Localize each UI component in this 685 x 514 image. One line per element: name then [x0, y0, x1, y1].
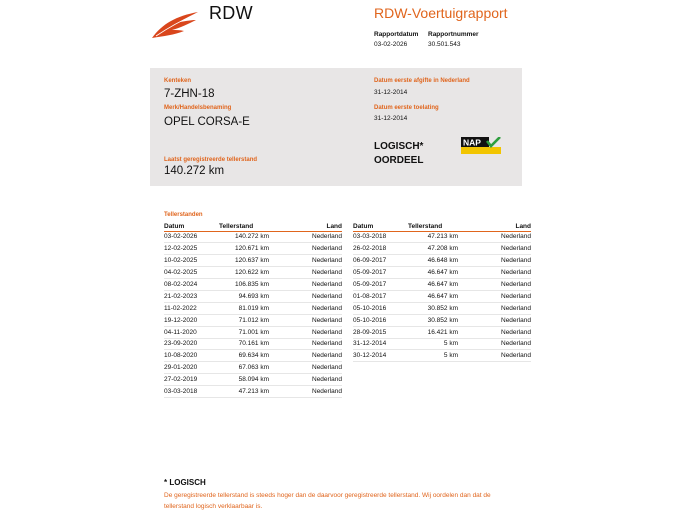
- cell-land: Nederland: [478, 231, 531, 243]
- cell-date: 23-09-2020: [164, 338, 219, 350]
- cell-km: 120.622 km: [219, 267, 289, 279]
- table-row: [353, 326, 531, 338]
- first-issue-value: 31-12-2014: [374, 89, 408, 96]
- table-row: [164, 302, 342, 314]
- odometer-table-right: [353, 222, 531, 362]
- cell-date: 01-08-2017: [353, 290, 408, 302]
- header-km: Tellerstand: [219, 222, 289, 231]
- cell-date: 04-11-2020: [164, 326, 219, 338]
- cell-land: Nederland: [478, 243, 531, 255]
- table-row: [164, 338, 342, 350]
- cell-date: 04-02-2025: [164, 267, 219, 279]
- verdict-line1: LOGISCH*: [374, 141, 424, 152]
- cell-land: Nederland: [289, 338, 342, 350]
- cell-km: 47.208 km: [408, 243, 478, 255]
- cell-land: Nederland: [478, 255, 531, 267]
- cell-land: Nederland: [478, 350, 531, 362]
- table-row: [164, 314, 342, 326]
- table-row: [353, 279, 531, 291]
- cell-km: 16.421 km: [408, 326, 478, 338]
- make-value: OPEL CORSA-E: [164, 116, 250, 128]
- cell-land: Nederland: [289, 231, 342, 243]
- cell-land: Nederland: [289, 255, 342, 267]
- cell-date: 08-02-2024: [164, 279, 219, 291]
- cell-land: Nederland: [478, 302, 531, 314]
- cell-land: Nederland: [289, 386, 342, 398]
- cell-land: Nederland: [478, 279, 531, 291]
- odometer-section-title: Tellerstanden: [164, 212, 203, 218]
- report-date-label: Rapportdatum: [374, 31, 419, 38]
- cell-km: 58.094 km: [219, 374, 289, 386]
- table-row: [353, 338, 531, 350]
- report-date-block: [374, 31, 418, 48]
- svg-text:NAP: NAP: [463, 137, 481, 148]
- verdict: [374, 140, 423, 168]
- table-row: [164, 267, 342, 279]
- report-number-value: 30.501.543: [428, 41, 461, 48]
- cell-date: 05-09-2017: [353, 267, 408, 279]
- table-row: [353, 350, 531, 362]
- first-admission-value: 31-12-2014: [374, 115, 408, 122]
- cell-land: Nederland: [478, 338, 531, 350]
- plate-label: Kenteken: [164, 78, 192, 84]
- table-row: [353, 267, 531, 279]
- cell-km: 140.272 km: [219, 231, 289, 243]
- table-row: [164, 350, 342, 362]
- table-row: [353, 255, 531, 267]
- header-land: Land: [478, 222, 531, 231]
- brand-name: RDW: [209, 3, 253, 23]
- report-date-value: 03-02-2026: [374, 41, 408, 48]
- cell-km: 47.213 km: [219, 386, 289, 398]
- cell-km: 71.001 km: [219, 326, 289, 338]
- table-row: [164, 362, 342, 374]
- nap-logo-icon: [461, 137, 501, 154]
- cell-km: 46.648 km: [408, 255, 478, 267]
- cell-date: 28-09-2015: [353, 326, 408, 338]
- table-row: [164, 326, 342, 338]
- cell-km: 30.852 km: [408, 314, 478, 326]
- odometer-label: Laatst geregistreerde tellerstand: [164, 157, 258, 163]
- first-issue-label: Datum eerste afgifte in Nederland: [374, 78, 470, 84]
- cell-date: 10-08-2020: [164, 350, 219, 362]
- table-row: [353, 314, 531, 326]
- cell-km: 81.019 km: [219, 302, 289, 314]
- table-row: [164, 255, 342, 267]
- cell-km: 120.671 km: [219, 243, 289, 255]
- odometer-table-left: [164, 222, 342, 398]
- cell-km: 120.637 km: [219, 255, 289, 267]
- cell-land: Nederland: [478, 314, 531, 326]
- cell-date: 03-03-2018: [353, 231, 408, 243]
- cell-km: 94.693 km: [219, 290, 289, 302]
- header-land: Land: [289, 222, 342, 231]
- cell-date: 27-02-2019: [164, 374, 219, 386]
- cell-land: Nederland: [289, 279, 342, 291]
- cell-date: 03-02-2026: [164, 231, 219, 243]
- footnote-text: De geregistreerde tellerstand is steeds hoger dan de daarvoor geregistreerde tellerstand. Wij oordelen dan dat de tellerstand logisch verklaarbaar is.: [164, 492, 491, 510]
- plate-value: 7-ZHN-18: [164, 88, 215, 100]
- cell-date: 06-09-2017: [353, 255, 408, 267]
- report-number-label: Rapportnummer: [428, 31, 479, 38]
- cell-land: Nederland: [478, 326, 531, 338]
- cell-date: 10-02-2025: [164, 255, 219, 267]
- cell-date: 19-12-2020: [164, 314, 219, 326]
- cell-date: 26-02-2018: [353, 243, 408, 255]
- cell-land: Nederland: [289, 362, 342, 374]
- table-row: [164, 386, 342, 398]
- report-number-block: [428, 31, 479, 48]
- report-title: RDW-Voertuigrapport: [374, 5, 508, 21]
- table-row: [353, 290, 531, 302]
- cell-km: 67.063 km: [219, 362, 289, 374]
- table-row: [164, 290, 342, 302]
- cell-land: Nederland: [289, 314, 342, 326]
- cell-land: Nederland: [289, 267, 342, 279]
- cell-km: 70.161 km: [219, 338, 289, 350]
- table-header-row: [353, 222, 531, 231]
- cell-km: 30.852 km: [408, 302, 478, 314]
- footnote-title: * LOGISCH: [164, 478, 206, 487]
- cell-date: 30-12-2014: [353, 350, 408, 362]
- table-row: [164, 243, 342, 255]
- make-label: Merk/Handelsbenaming: [164, 105, 232, 111]
- cell-land: Nederland: [289, 374, 342, 386]
- header-km: Tellerstand: [408, 222, 478, 231]
- cell-km: 69.634 km: [219, 350, 289, 362]
- cell-date: 05-09-2017: [353, 279, 408, 291]
- first-admission-label: Datum eerste toelating: [374, 105, 439, 111]
- cell-date: 21-02-2023: [164, 290, 219, 302]
- table-header-row: [164, 222, 342, 231]
- table-row: [164, 231, 342, 243]
- table-row: [353, 243, 531, 255]
- cell-land: Nederland: [289, 290, 342, 302]
- cell-land: Nederland: [289, 243, 342, 255]
- table-row: [353, 302, 531, 314]
- cell-date: 05-10-2016: [353, 314, 408, 326]
- cell-km: 46.647 km: [408, 267, 478, 279]
- cell-km: 5 km: [408, 338, 478, 350]
- verdict-line2: OORDEEL: [374, 155, 424, 166]
- cell-date: 29-01-2020: [164, 362, 219, 374]
- table-row: [164, 374, 342, 386]
- cell-km: 46.647 km: [408, 279, 478, 291]
- cell-km: 71.012 km: [219, 314, 289, 326]
- cell-km: 47.213 km: [408, 231, 478, 243]
- table-row: [164, 279, 342, 291]
- cell-date: 03-03-2018: [164, 386, 219, 398]
- cell-km: 5 km: [408, 350, 478, 362]
- cell-km: 106.835 km: [219, 279, 289, 291]
- rdw-logo-icon: [150, 10, 202, 40]
- cell-date: 11-02-2022: [164, 302, 219, 314]
- cell-land: Nederland: [478, 267, 531, 279]
- cell-land: Nederland: [289, 302, 342, 314]
- cell-km: 46.647 km: [408, 290, 478, 302]
- cell-land: Nederland: [478, 290, 531, 302]
- cell-land: Nederland: [289, 326, 342, 338]
- odometer-value: 140.272 km: [164, 165, 225, 177]
- table-row: [353, 231, 531, 243]
- cell-date: 12-02-2025: [164, 243, 219, 255]
- cell-date: 31-12-2014: [353, 338, 408, 350]
- header-date: Datum: [353, 222, 408, 231]
- cell-land: Nederland: [289, 350, 342, 362]
- cell-date: 05-10-2016: [353, 302, 408, 314]
- header-date: Datum: [164, 222, 219, 231]
